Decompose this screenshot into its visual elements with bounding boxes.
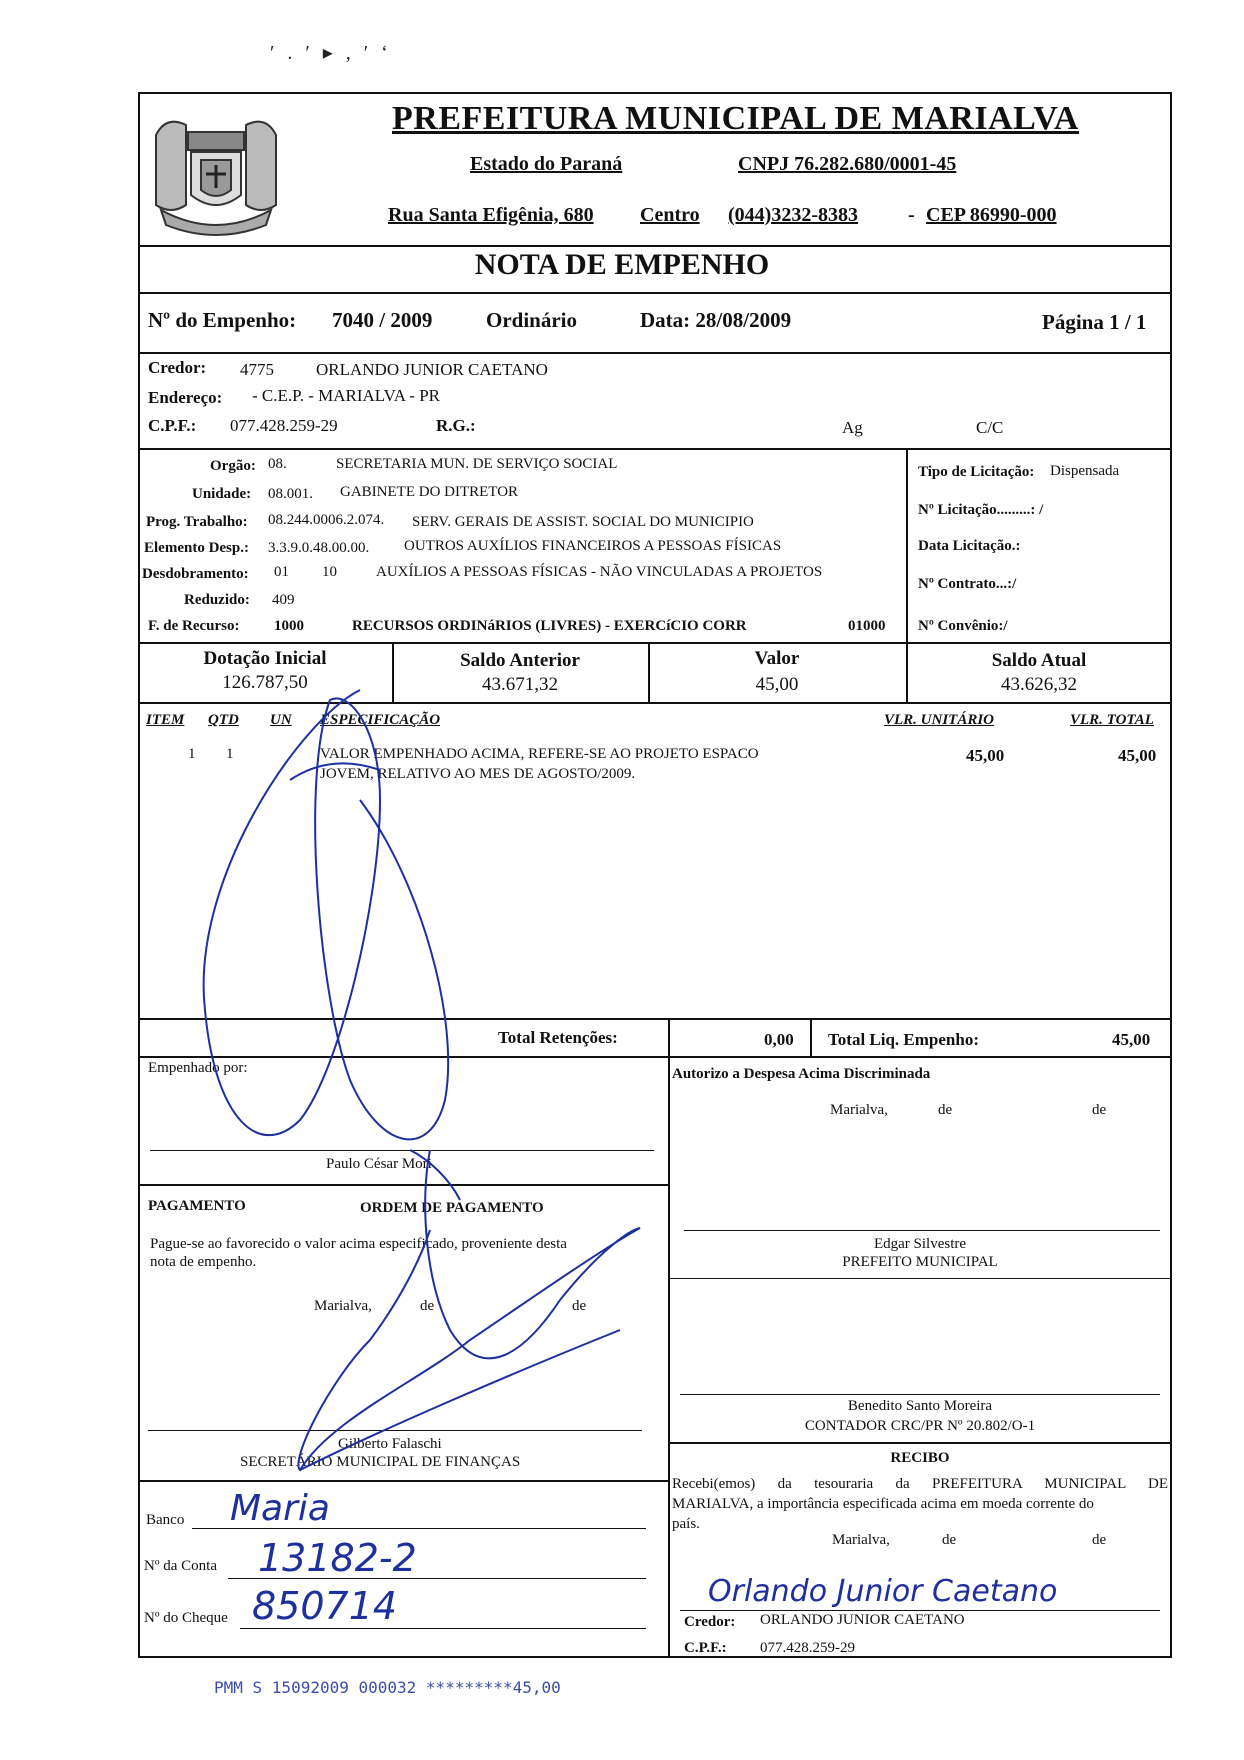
divider: [138, 1184, 668, 1186]
recurso-number: 01000: [848, 618, 886, 634]
coat-of-arms-icon: [146, 110, 286, 240]
divider: [138, 352, 1172, 354]
orgao-name: SECRETARIA MUN. DE SERVIÇO SOCIAL: [336, 456, 618, 472]
divider: [138, 642, 1172, 644]
prog-code: 08.244.0006.2.074.: [268, 512, 385, 528]
recibo-credor-name: ORLANDO JUNIOR CAETANO: [760, 1612, 965, 1628]
recibo-cpf-label: C.P.F.:: [684, 1640, 727, 1656]
item-number: 1: [188, 746, 196, 762]
prefeitura-title: PREFEITURA MUNICIPAL DE MARIALVA: [392, 100, 1079, 137]
vertical-divider: [668, 1056, 670, 1658]
pagamento-de-1: de: [420, 1298, 435, 1314]
conta-label: Nº da Conta: [144, 1558, 217, 1574]
signature-line: [150, 1150, 654, 1151]
item-spec-line-2: JOVEM, RELATIVO AO MES DE AGOSTO/2009.: [320, 766, 636, 782]
column-header-item: ITEM: [146, 712, 185, 728]
cheque-label: Nº do Cheque: [144, 1610, 228, 1626]
tipo-licitacao-value: Dispensada: [1050, 463, 1120, 479]
orgao-label: Orgão:: [210, 458, 256, 474]
pagamento-de-2: de: [572, 1298, 587, 1314]
cep-label: CEP 86990-000: [926, 204, 1057, 226]
prog-name: SERV. GERAIS DE ASSIST. SOCIAL DO MUNICIPIO: [412, 514, 754, 530]
saldo-atual-value: 43.626,32: [1001, 674, 1077, 695]
recurso-code: 1000: [274, 618, 304, 634]
conta-handwritten: 13182-2: [258, 1536, 417, 1580]
prefeito-title: PREFEITO MUNICIPAL: [842, 1254, 998, 1270]
contrato-number: Nº Contrato...:/: [918, 576, 1017, 592]
endereco-label: Endereço:: [148, 388, 223, 407]
retencoes-value: 0,00: [764, 1030, 794, 1049]
pagamento-text-line-2: nota de empenho.: [150, 1254, 257, 1270]
tipo-licitacao-label: Tipo de Licitação:: [918, 464, 1035, 480]
empenhado-label: Empenhado por:: [148, 1060, 248, 1076]
credor-cpf: 077.428.259-29: [230, 416, 338, 435]
recibo-text-line-1: Recebi(emos) da tesouraria da PREFEITURA MUNICIPAL DE: [672, 1476, 1168, 1492]
desdobramento-code-2: 10: [322, 564, 337, 580]
signature-line: [684, 1230, 1160, 1231]
column-header-vlr-unitario: VLR. UNITÁRIO: [884, 712, 995, 728]
vertical-divider: [906, 448, 908, 642]
licitacao-date: Data Licitação.:: [918, 538, 1021, 554]
divider: [138, 1056, 1172, 1058]
desdobramento-label: Desdobramento:: [142, 566, 249, 582]
state-label: Estado do Paraná: [470, 153, 623, 175]
payment-stamp: PMM S 15092009 000032 *********45,00: [214, 1678, 561, 1697]
orgao-code: 08.: [268, 456, 287, 472]
pagamento-city: Marialva,: [314, 1298, 372, 1314]
recibo-cpf: 077.428.259-29: [760, 1640, 855, 1656]
divider: [668, 1442, 1172, 1444]
column-header-un: UN: [270, 712, 292, 728]
elemento-code: 3.3.9.0.48.00.00.: [268, 540, 370, 556]
empenho-date: Data: 28/08/2009: [640, 308, 792, 332]
licitacao-number: Nº Licitação.........: /: [918, 502, 1044, 518]
recibo-text-line-2: MARIALVA, a importância especificada acima em moeda corrente do: [672, 1496, 1094, 1512]
rg-label: R.G.:: [436, 416, 476, 435]
prefeito-name: Edgar Silvestre: [873, 1236, 967, 1252]
credor-label: Credor:: [148, 358, 207, 377]
signature-line: [680, 1610, 1160, 1611]
item-unit-value: 45,00: [966, 746, 1005, 765]
empenho-number: 7040 / 2009: [332, 308, 433, 332]
valor-label: Valor: [754, 648, 800, 669]
vertical-divider: [668, 1018, 670, 1056]
desdobramento-name: AUXÍLIOS A PESSOAS FÍSICAS - NÃO VINCULADAS A PROJETOS: [376, 564, 823, 580]
signature-line: [680, 1394, 1160, 1395]
recibo-signature: Orlando Junior Caetano: [708, 1574, 1058, 1609]
column-header-especificacao: ESPECIFICAÇÃO: [320, 712, 441, 728]
divider: [138, 245, 1172, 247]
saldo-atual-label: Saldo Atual: [991, 650, 1087, 671]
address-label: Rua Santa Efigênia, 680: [388, 204, 594, 226]
vertical-divider: [810, 1018, 812, 1056]
phone-label: (044)3232-8383: [728, 204, 858, 226]
unidade-label: Unidade:: [192, 486, 252, 502]
item-total-value: 45,00: [1118, 746, 1157, 765]
retencoes-label: Total Retenções:: [498, 1028, 618, 1047]
contador-title: CONTADOR CRC/PR Nº 20.802/O-1: [804, 1418, 1036, 1434]
divider: [668, 1278, 1172, 1279]
recurso-name: RECURSOS ORDINáRIOS (LIVRES) - EXERCíCIO CORR: [352, 618, 747, 634]
secretario-title: SECRETÁRIO MUNICIPAL DE FINANÇAS: [240, 1454, 521, 1470]
scan-marks: ′ . ′ ▸ , ′ ‘: [270, 42, 392, 64]
divider: [138, 702, 1172, 704]
autorizo-de-1: de: [938, 1102, 953, 1118]
desdobramento-code-1: 01: [274, 564, 289, 580]
item-spec-line-1: VALOR EMPENHADO ACIMA, REFERE-SE AO PROJETO ESPACO: [320, 746, 759, 762]
district-label: Centro: [640, 204, 700, 226]
banco-handwritten: Maria: [230, 1488, 330, 1529]
divider: [138, 448, 1172, 450]
autorizo-de-2: de: [1092, 1102, 1107, 1118]
pagamento-label: PAGAMENTO: [148, 1198, 246, 1214]
liquido-value: 45,00: [1112, 1030, 1151, 1049]
empenho-type: Ordinário: [486, 308, 578, 332]
saldo-anterior-label: Saldo Anterior: [460, 650, 580, 671]
prog-label: Prog. Trabalho:: [146, 514, 248, 530]
liquido-label: Total Liq. Empenho:: [828, 1030, 979, 1049]
pagamento-text-line-1: Pague-se ao favorecido o valor acima especificado, proveniente desta: [150, 1236, 567, 1252]
column-header-vlr-total: VLR. TOTAL: [1070, 712, 1154, 728]
dotacao-label: Dotação Inicial: [203, 648, 327, 669]
cnpj-label: CNPJ 76.282.680/0001-45: [738, 153, 957, 175]
divider: [138, 292, 1172, 294]
cheque-handwritten: 850714: [252, 1584, 398, 1628]
recibo-de-1: de: [942, 1532, 957, 1548]
column-header-qtd: QTD: [208, 712, 239, 728]
banco-label: Banco: [146, 1512, 185, 1528]
signature-line: [148, 1430, 642, 1431]
page-number: Página 1 / 1: [1042, 310, 1147, 334]
saldo-anterior-value: 43.671,32: [482, 674, 558, 695]
elemento-label: Elemento Desp.:: [144, 540, 249, 556]
recurso-label: F. de Recurso:: [148, 618, 240, 634]
unidade-code: 08.001.: [268, 486, 313, 502]
ordem-pagamento-label: ORDEM DE PAGAMENTO: [360, 1200, 544, 1216]
unidade-name: GABINETE DO DITRETOR: [340, 484, 519, 500]
contador-name: Benedito Santo Moreira: [847, 1398, 993, 1414]
cpf-label: C.P.F.:: [148, 416, 197, 435]
ag-label: Ag: [842, 418, 863, 437]
autorizo-city: Marialva,: [830, 1102, 888, 1118]
header-dash: -: [908, 204, 915, 226]
item-qtd: 1: [226, 746, 234, 762]
divider: [138, 1480, 668, 1482]
divider: [138, 1018, 1172, 1020]
dotacao-value: 126.787,50: [222, 672, 308, 693]
recibo-label: RECIBO: [890, 1450, 950, 1466]
convenio-number: Nº Convênio:/: [918, 618, 1008, 634]
credor-address: - C.E.P. - MARIALVA - PR: [252, 386, 440, 405]
secretario-name: Gilberto Falaschi: [338, 1436, 442, 1452]
elemento-name: OUTROS AUXÍLIOS FINANCEIROS A PESSOAS FÍSICAS: [404, 538, 782, 554]
reduzido-value: 409: [272, 592, 295, 608]
valor-value: 45,00: [755, 674, 799, 695]
cc-label: C/C: [976, 418, 1004, 437]
recibo-city: Marialva,: [832, 1532, 890, 1548]
recibo-text-line-3: país.: [672, 1516, 700, 1532]
document-title: NOTA DE EMPENHO: [474, 248, 770, 281]
reduzido-label: Reduzido:: [184, 592, 250, 608]
recibo-credor-label: Credor:: [684, 1614, 736, 1630]
cheque-line: [240, 1628, 646, 1629]
credor-code: 4775: [240, 360, 274, 379]
empenhado-name: Paulo César Mori: [326, 1156, 432, 1172]
autorizo-label: Autorizo a Despesa Acima Discriminada: [672, 1066, 931, 1082]
empenho-number-label: Nº do Empenho:: [148, 308, 297, 332]
credor-name: ORLANDO JUNIOR CAETANO: [316, 360, 548, 379]
recibo-de-2: de: [1092, 1532, 1107, 1548]
